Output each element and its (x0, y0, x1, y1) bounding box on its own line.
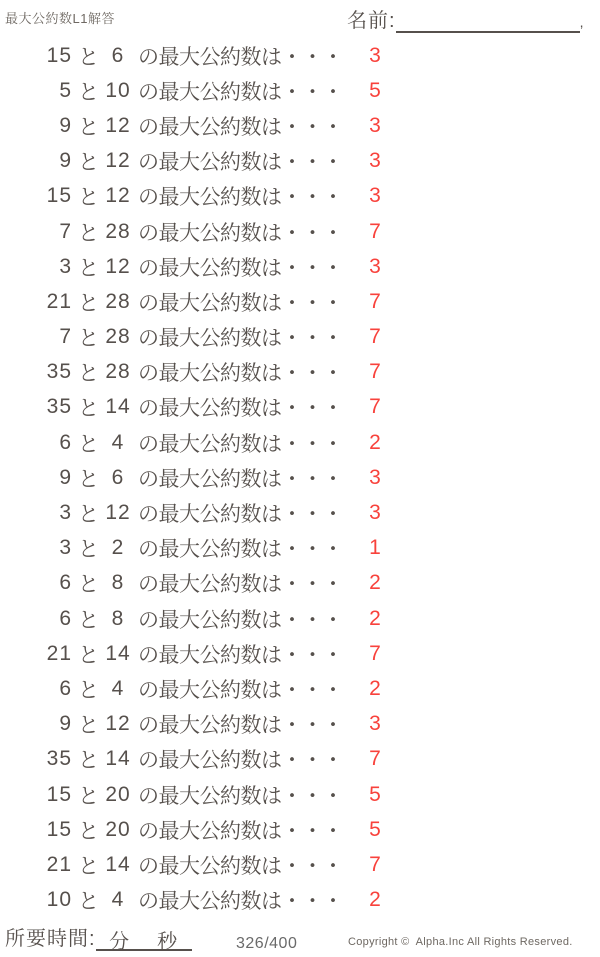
time-label: 所要時間: (5, 928, 96, 950)
problem-row (30, 214, 575, 249)
operand-b: 28 (105, 325, 131, 349)
connector-label: と (78, 538, 99, 562)
question-phrase: の最大公約数は・・・ (138, 221, 343, 245)
operand-a: 15 (46, 184, 72, 208)
question-phrase: の最大公約数は・・・ (138, 503, 343, 527)
answer-value: 2 (369, 888, 381, 912)
operand-a: 21 (46, 641, 72, 665)
operand-b: 12 (105, 113, 131, 137)
problem-row (30, 284, 575, 319)
connector-label: と (78, 397, 99, 421)
operand-a: 15 (46, 782, 72, 806)
connector-label: と (78, 362, 99, 386)
operand-a: 35 (46, 360, 72, 384)
operand-a: 21 (46, 289, 72, 313)
connector-label: と (78, 45, 99, 69)
time-input-line[interactable] (96, 925, 192, 951)
question-phrase: の最大公約数は・・・ (138, 256, 343, 280)
connector-label: と (78, 714, 99, 738)
operand-b: 14 (105, 852, 131, 876)
name-line-end-mark: , (579, 14, 585, 30)
problem-row (30, 355, 575, 390)
operand-a: 21 (46, 852, 72, 876)
problem-row (30, 601, 575, 636)
operand-a: 6 (59, 676, 72, 700)
question-phrase: の最大公約数は・・・ (138, 890, 343, 914)
problem-row (30, 249, 575, 284)
operand-b: 4 (111, 430, 125, 454)
operand-a: 9 (59, 149, 72, 173)
question-phrase: の最大公約数は・・・ (138, 432, 343, 456)
question-phrase: の最大公約数は・・・ (138, 80, 343, 104)
operand-b: 28 (105, 219, 131, 243)
connector-label: と (78, 327, 99, 351)
problem-row (30, 707, 575, 742)
answer-value: 3 (369, 254, 381, 278)
connector-label: と (78, 819, 99, 843)
answer-value: 3 (369, 149, 381, 173)
question-phrase: の最大公約数は・・・ (138, 45, 343, 69)
problem-row (30, 425, 575, 460)
copyright-notice: Copyright © Alpha.Inc All Rights Reserved. (348, 936, 573, 948)
connector-label: と (78, 80, 99, 104)
answer-value: 2 (369, 676, 381, 700)
answer-value: 3 (369, 501, 381, 525)
operand-a: 10 (46, 888, 72, 912)
answer-value: 3 (369, 184, 381, 208)
connector-label: と (78, 890, 99, 914)
answer-value: 7 (369, 395, 381, 419)
answer-value: 7 (369, 641, 381, 665)
connector-label: と (78, 432, 99, 456)
problem-row (30, 883, 575, 918)
problem-row (30, 73, 575, 108)
operand-b: 8 (111, 606, 125, 630)
operand-a: 3 (59, 536, 72, 560)
operand-a: 9 (59, 712, 72, 736)
problem-row (30, 847, 575, 882)
connector-label: と (78, 115, 99, 139)
answer-value: 7 (369, 360, 381, 384)
name-label: 名前: (347, 10, 396, 32)
operand-b: 20 (105, 817, 131, 841)
problem-row (30, 566, 575, 601)
operand-b: 12 (105, 254, 131, 278)
answer-value: 7 (369, 219, 381, 243)
operand-b: 28 (105, 360, 131, 384)
connector-label: と (78, 749, 99, 773)
operand-b: 6 (111, 465, 125, 489)
answer-value: 1 (369, 536, 381, 560)
connector-label: と (78, 186, 99, 210)
answer-value: 2 (369, 606, 381, 630)
answer-value: 7 (369, 747, 381, 771)
problem-list (30, 38, 575, 918)
operand-a: 35 (46, 747, 72, 771)
question-phrase: の最大公約数は・・・ (138, 115, 343, 139)
operand-b: 12 (105, 149, 131, 173)
answer-value: 7 (369, 325, 381, 349)
problem-row (30, 320, 575, 355)
doc-title: 最大公約数L1解答 (5, 11, 115, 26)
question-phrase: の最大公約数は・・・ (138, 643, 343, 667)
operand-a: 9 (59, 113, 72, 137)
operand-b: 14 (105, 641, 131, 665)
question-phrase: の最大公約数は・・・ (138, 151, 343, 175)
operand-a: 7 (59, 219, 72, 243)
operand-a: 3 (59, 254, 72, 278)
connector-label: と (78, 573, 99, 597)
operand-b: 8 (111, 571, 125, 595)
question-phrase: の最大公約数は・・・ (138, 186, 343, 210)
connector-label: と (78, 151, 99, 175)
problem-row (30, 495, 575, 530)
problem-row (30, 531, 575, 566)
answer-value: 3 (369, 712, 381, 736)
connector-label: と (78, 678, 99, 702)
problem-row (30, 671, 575, 706)
question-phrase: の最大公約数は・・・ (138, 291, 343, 315)
answer-value: 2 (369, 430, 381, 454)
operand-b: 4 (111, 676, 125, 700)
answer-value: 5 (369, 817, 381, 841)
operand-b: 14 (105, 395, 131, 419)
connector-label: と (78, 784, 99, 808)
operand-a: 6 (59, 430, 72, 454)
answer-value: 7 (369, 852, 381, 876)
minutes-label: 分 (109, 931, 131, 953)
question-phrase: の最大公約数は・・・ (138, 749, 343, 773)
answer-value: 3 (369, 465, 381, 489)
operand-b: 14 (105, 747, 131, 771)
problem-row (30, 636, 575, 671)
answer-value: 3 (369, 43, 381, 67)
problem-row (30, 742, 575, 777)
operand-b: 28 (105, 289, 131, 313)
question-phrase: の最大公約数は・・・ (138, 854, 343, 878)
elapsed-time-field (5, 922, 192, 951)
question-phrase: の最大公約数は・・・ (138, 573, 343, 597)
connector-label: と (78, 854, 99, 878)
operand-b: 2 (111, 536, 125, 560)
operand-b: 10 (105, 78, 131, 102)
connector-label: と (78, 503, 99, 527)
answer-value: 2 (369, 571, 381, 595)
operand-b: 12 (105, 184, 131, 208)
question-phrase: の最大公約数は・・・ (138, 784, 343, 808)
operand-a: 15 (46, 43, 72, 67)
problem-row (30, 390, 575, 425)
problem-row (30, 179, 575, 214)
operand-a: 35 (46, 395, 72, 419)
connector-label: と (78, 643, 99, 667)
question-phrase: の最大公約数は・・・ (138, 678, 343, 702)
operand-a: 5 (59, 78, 72, 102)
problem-row (30, 38, 575, 73)
connector-label: と (78, 221, 99, 245)
operand-b: 4 (111, 888, 125, 912)
progress-counter: 326/400 (236, 935, 298, 952)
operand-a: 7 (59, 325, 72, 349)
problem-row (30, 460, 575, 495)
question-phrase: の最大公約数は・・・ (138, 608, 343, 632)
operand-b: 20 (105, 782, 131, 806)
operand-b: 6 (111, 43, 125, 67)
operand-a: 15 (46, 817, 72, 841)
connector-label: と (78, 608, 99, 632)
answer-value: 3 (369, 113, 381, 137)
question-phrase: の最大公約数は・・・ (138, 397, 343, 421)
operand-a: 3 (59, 501, 72, 525)
operand-b: 12 (105, 501, 131, 525)
question-phrase: の最大公約数は・・・ (138, 714, 343, 738)
seconds-label: 秒 (157, 931, 179, 953)
answer-value: 7 (369, 289, 381, 313)
problem-row (30, 144, 575, 179)
answer-value: 5 (369, 782, 381, 806)
operand-a: 6 (59, 571, 72, 595)
problem-row (30, 108, 575, 143)
connector-label: と (78, 256, 99, 280)
problem-row (30, 777, 575, 812)
name-field (347, 4, 584, 33)
connector-label: と (78, 467, 99, 491)
operand-a: 9 (59, 465, 72, 489)
operand-b: 12 (105, 712, 131, 736)
question-phrase: の最大公約数は・・・ (138, 819, 343, 843)
operand-a: 6 (59, 606, 72, 630)
answer-value: 5 (369, 78, 381, 102)
name-input-line[interactable] (396, 9, 580, 33)
question-phrase: の最大公約数は・・・ (138, 467, 343, 491)
connector-label: と (78, 291, 99, 315)
question-phrase: の最大公約数は・・・ (138, 362, 343, 386)
question-phrase: の最大公約数は・・・ (138, 327, 343, 351)
problem-row (30, 812, 575, 847)
question-phrase: の最大公約数は・・・ (138, 538, 343, 562)
